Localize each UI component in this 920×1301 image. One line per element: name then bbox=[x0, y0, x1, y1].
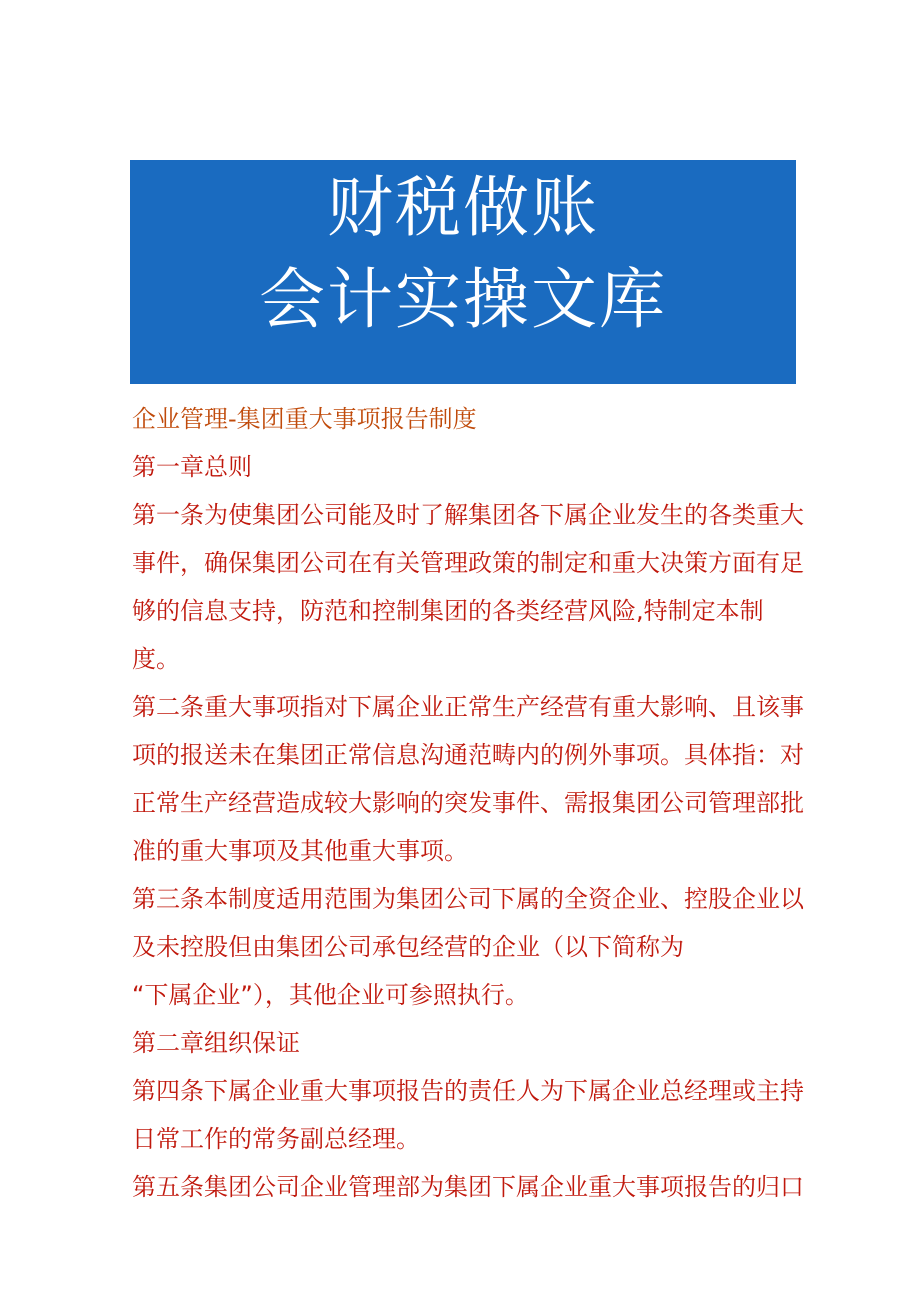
article-paragraph: 第一条为使集团公司能及时了解集团各下属企业发生的各类重大事件，确保集团公司在有关管理政策的制定和重大决策方面有足够的信息支持，防范和控制集团的各类经营风险,特制定本制度。 bbox=[132, 501, 804, 673]
document-title: 企业管理-集团重大事项报告制度 bbox=[132, 405, 477, 433]
chapter-heading: 第一章总则 bbox=[132, 453, 252, 481]
document-body bbox=[132, 395, 804, 1211]
article-paragraph: 第五条集团公司企业管理部为集团下属企业重大事项报告的归口 bbox=[132, 1173, 804, 1201]
article-paragraph: 第三条本制度适用范围为集团公司下属的全资企业、控股企业以及未控股但由集团公司承包经营的企业（以下简称为 bbox=[132, 885, 804, 961]
article-paragraph: 第二条重大事项指对下属企业正常生产经营有重大影响、且该事项的报送未在集团正常信息沟通范畴内的例外事项。具体指：对正常生产经营造成较大影响的突发事件、需报集团公司管理部批准的重大事项及其他重大事项。 bbox=[132, 693, 804, 865]
chapter-heading: 第二章组织保证 bbox=[132, 1029, 300, 1057]
banner-title-line-2: 会计实操文库 bbox=[259, 261, 667, 338]
article-paragraph: 第四条下属企业重大事项报告的责任人为下属企业总经理或主持日常工作的常务副总经理。 bbox=[132, 1077, 804, 1153]
banner-title-line-1: 财税做账 bbox=[327, 169, 599, 246]
article-paragraph: “下属企业”），其他企业可参照执行。 bbox=[132, 981, 529, 1009]
